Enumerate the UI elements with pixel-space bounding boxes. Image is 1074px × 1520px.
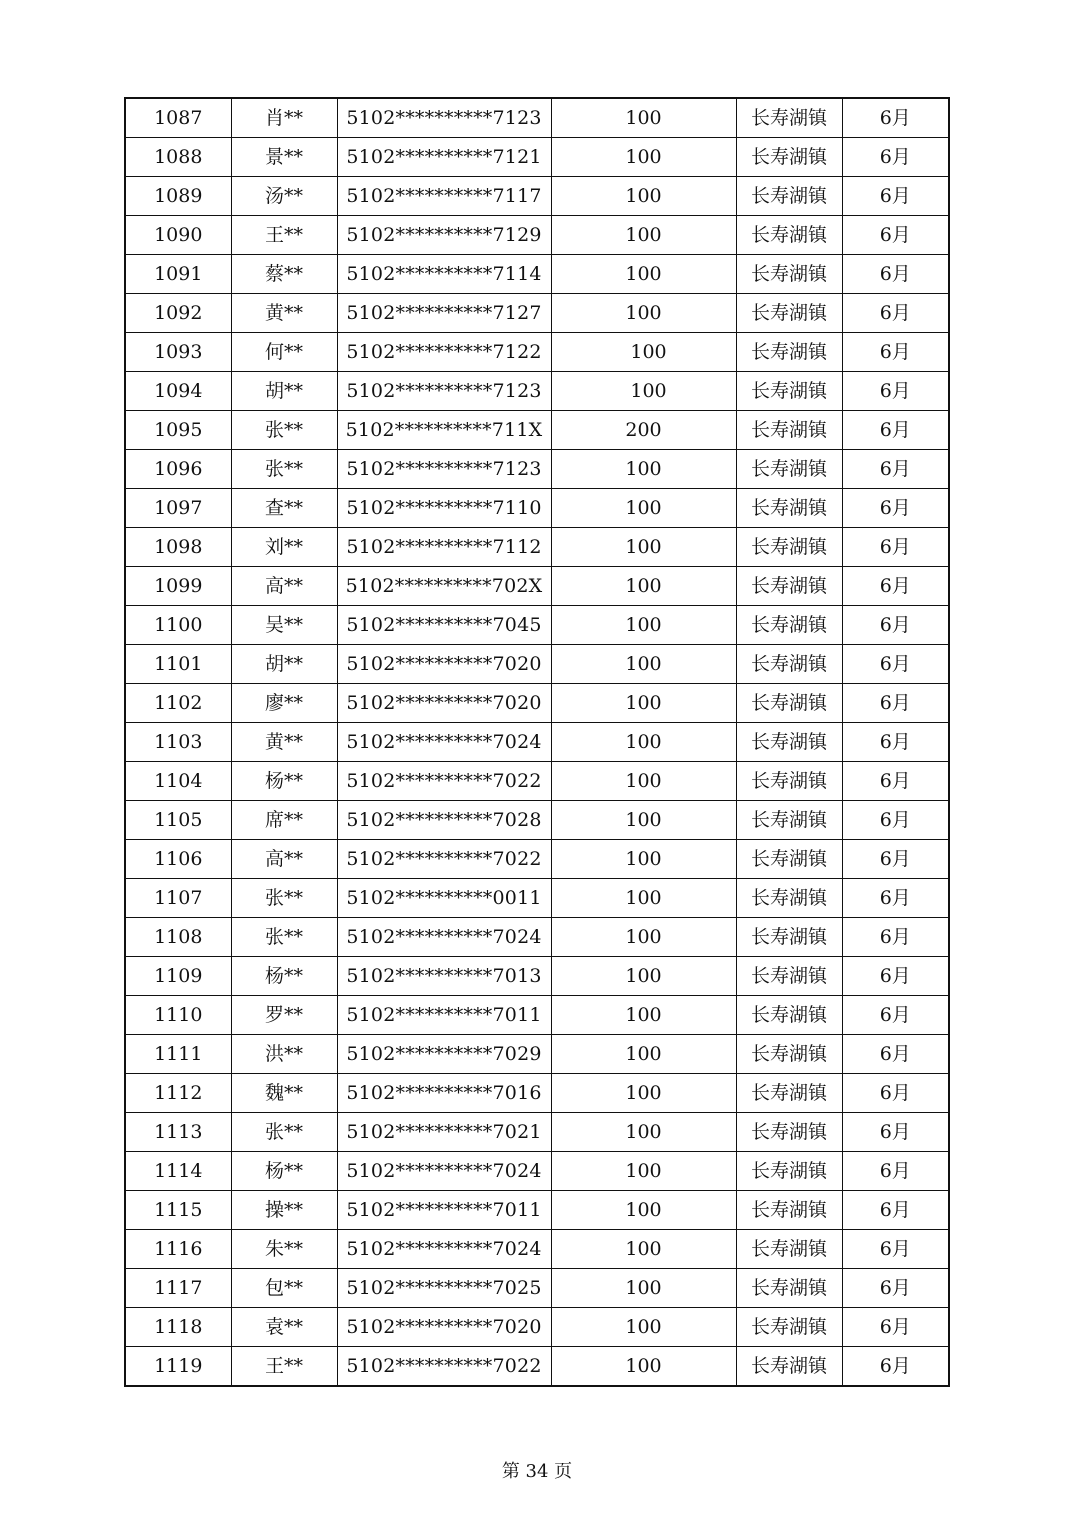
cell-seq-no: 1114 (125, 1152, 231, 1191)
cell-id-number: 5102**********702X (337, 567, 551, 606)
table-row (125, 1074, 949, 1113)
cell-id-number: 5102**********7020 (337, 645, 551, 684)
table-row (125, 840, 949, 879)
table-row (125, 1035, 949, 1074)
cell-amount: 100 (551, 840, 736, 879)
cell-month: 6月 (842, 1269, 949, 1308)
cell-town: 长寿湖镇 (736, 1230, 842, 1269)
table-row (125, 645, 949, 684)
cell-town: 长寿湖镇 (736, 918, 842, 957)
cell-name: 魏** (231, 1074, 337, 1113)
cell-town: 长寿湖镇 (736, 957, 842, 996)
cell-seq-no: 1118 (125, 1308, 231, 1347)
table-row (125, 762, 949, 801)
cell-town: 长寿湖镇 (736, 723, 842, 762)
table-row (125, 996, 949, 1035)
table-row (125, 1230, 949, 1269)
cell-id-number: 5102**********7020 (337, 1308, 551, 1347)
cell-seq-no: 1117 (125, 1269, 231, 1308)
cell-amount: 100 (551, 1113, 736, 1152)
cell-seq-no: 1099 (125, 567, 231, 606)
cell-amount: 100 (551, 879, 736, 918)
cell-seq-no: 1088 (125, 138, 231, 177)
cell-town: 长寿湖镇 (736, 1308, 842, 1347)
table-row (125, 411, 949, 450)
cell-name: 查** (231, 489, 337, 528)
cell-town: 长寿湖镇 (736, 450, 842, 489)
table-row (125, 216, 949, 255)
cell-seq-no: 1095 (125, 411, 231, 450)
cell-town: 长寿湖镇 (736, 1191, 842, 1230)
cell-name: 高** (231, 567, 337, 606)
cell-name: 杨** (231, 957, 337, 996)
cell-amount: 100 (551, 138, 736, 177)
cell-name: 杨** (231, 762, 337, 801)
cell-name: 洪** (231, 1035, 337, 1074)
cell-name: 黄** (231, 723, 337, 762)
cell-id-number: 5102**********7020 (337, 684, 551, 723)
cell-month: 6月 (842, 216, 949, 255)
cell-amount: 100 (551, 177, 736, 216)
cell-seq-no: 1110 (125, 996, 231, 1035)
cell-id-number: 5102**********7121 (337, 138, 551, 177)
cell-name: 高** (231, 840, 337, 879)
cell-seq-no: 1111 (125, 1035, 231, 1074)
cell-id-number: 5102**********7045 (337, 606, 551, 645)
cell-month: 6月 (842, 1191, 949, 1230)
cell-id-number: 5102**********7114 (337, 255, 551, 294)
cell-seq-no: 1108 (125, 918, 231, 957)
cell-name: 蔡** (231, 255, 337, 294)
cell-month: 6月 (842, 1035, 949, 1074)
cell-month: 6月 (842, 489, 949, 528)
cell-month: 6月 (842, 528, 949, 567)
cell-amount: 100 (551, 294, 736, 333)
cell-amount: 100 (551, 684, 736, 723)
cell-town: 长寿湖镇 (736, 1269, 842, 1308)
cell-amount: 100 (551, 1191, 736, 1230)
cell-amount: 100 (551, 567, 736, 606)
table-row (125, 255, 949, 294)
table-row (125, 1269, 949, 1308)
table-row (125, 1308, 949, 1347)
cell-month: 6月 (842, 177, 949, 216)
cell-month: 6月 (842, 801, 949, 840)
cell-name: 胡** (231, 372, 337, 411)
cell-month: 6月 (842, 1230, 949, 1269)
table-row (125, 1347, 949, 1387)
cell-month: 6月 (842, 996, 949, 1035)
cell-town: 长寿湖镇 (736, 138, 842, 177)
cell-month: 6月 (842, 762, 949, 801)
cell-id-number: 5102**********7022 (337, 1347, 551, 1387)
cell-amount: 100 (551, 98, 736, 138)
cell-month: 6月 (842, 450, 949, 489)
cell-amount: 100 (551, 372, 736, 411)
cell-town: 长寿湖镇 (736, 411, 842, 450)
table-row (125, 333, 949, 372)
cell-name: 廖** (231, 684, 337, 723)
cell-id-number: 5102**********7025 (337, 1269, 551, 1308)
cell-seq-no: 1093 (125, 333, 231, 372)
cell-seq-no: 1090 (125, 216, 231, 255)
cell-name: 王** (231, 216, 337, 255)
cell-town: 长寿湖镇 (736, 1152, 842, 1191)
cell-name: 朱** (231, 1230, 337, 1269)
cell-name: 张** (231, 411, 337, 450)
cell-amount: 100 (551, 957, 736, 996)
records-body (125, 98, 949, 1386)
cell-seq-no: 1092 (125, 294, 231, 333)
cell-amount: 100 (551, 1035, 736, 1074)
cell-seq-no: 1112 (125, 1074, 231, 1113)
cell-id-number: 5102**********7024 (337, 918, 551, 957)
cell-town: 长寿湖镇 (736, 294, 842, 333)
cell-amount: 100 (551, 1269, 736, 1308)
cell-amount: 100 (551, 255, 736, 294)
cell-month: 6月 (842, 98, 949, 138)
cell-name: 包** (231, 1269, 337, 1308)
cell-seq-no: 1098 (125, 528, 231, 567)
cell-id-number: 5102**********7011 (337, 1191, 551, 1230)
cell-name: 张** (231, 879, 337, 918)
page-number: 第 34 页 (501, 1461, 573, 1482)
cell-month: 6月 (842, 645, 949, 684)
cell-month: 6月 (842, 879, 949, 918)
cell-town: 长寿湖镇 (736, 98, 842, 138)
cell-seq-no: 1113 (125, 1113, 231, 1152)
cell-name: 胡** (231, 645, 337, 684)
cell-town: 长寿湖镇 (736, 372, 842, 411)
cell-amount: 100 (551, 645, 736, 684)
cell-id-number: 5102**********7016 (337, 1074, 551, 1113)
cell-name: 罗** (231, 996, 337, 1035)
cell-seq-no: 1119 (125, 1347, 231, 1387)
cell-amount: 100 (551, 333, 736, 372)
cell-id-number: 5102**********7123 (337, 372, 551, 411)
table-row (125, 801, 949, 840)
cell-month: 6月 (842, 567, 949, 606)
cell-month: 6月 (842, 840, 949, 879)
cell-seq-no: 1116 (125, 1230, 231, 1269)
cell-amount: 100 (551, 762, 736, 801)
table-row (125, 1152, 949, 1191)
cell-id-number: 5102**********7024 (337, 723, 551, 762)
cell-id-number: 5102**********7029 (337, 1035, 551, 1074)
cell-amount: 200 (551, 411, 736, 450)
cell-name: 席** (231, 801, 337, 840)
cell-name: 何** (231, 333, 337, 372)
table-row (125, 879, 949, 918)
cell-town: 长寿湖镇 (736, 255, 842, 294)
cell-amount: 100 (551, 918, 736, 957)
table-row (125, 957, 949, 996)
table-row (125, 450, 949, 489)
cell-seq-no: 1096 (125, 450, 231, 489)
cell-id-number: 5102**********7028 (337, 801, 551, 840)
cell-amount: 100 (551, 1347, 736, 1387)
cell-id-number: 5102**********7013 (337, 957, 551, 996)
table-row (125, 294, 949, 333)
table-row (125, 723, 949, 762)
cell-name: 张** (231, 1113, 337, 1152)
cell-amount: 100 (551, 801, 736, 840)
cell-town: 长寿湖镇 (736, 1074, 842, 1113)
cell-seq-no: 1100 (125, 606, 231, 645)
table-row (125, 528, 949, 567)
cell-town: 长寿湖镇 (736, 606, 842, 645)
cell-name: 景** (231, 138, 337, 177)
cell-town: 长寿湖镇 (736, 645, 842, 684)
table-row (125, 177, 949, 216)
cell-month: 6月 (842, 255, 949, 294)
cell-month: 6月 (842, 1347, 949, 1387)
cell-id-number: 5102**********7123 (337, 98, 551, 138)
cell-month: 6月 (842, 372, 949, 411)
cell-id-number: 5102**********7011 (337, 996, 551, 1035)
table-row (125, 372, 949, 411)
cell-seq-no: 1102 (125, 684, 231, 723)
cell-month: 6月 (842, 1113, 949, 1152)
table-row (125, 567, 949, 606)
cell-id-number: 5102**********7110 (337, 489, 551, 528)
cell-name: 刘** (231, 528, 337, 567)
cell-id-number: 5102**********7117 (337, 177, 551, 216)
table-row (125, 606, 949, 645)
cell-amount: 100 (551, 606, 736, 645)
table-row (125, 138, 949, 177)
cell-seq-no: 1109 (125, 957, 231, 996)
cell-id-number: 5102**********0011 (337, 879, 551, 918)
cell-seq-no: 1103 (125, 723, 231, 762)
cell-seq-no: 1087 (125, 98, 231, 138)
cell-amount: 100 (551, 1152, 736, 1191)
cell-month: 6月 (842, 411, 949, 450)
cell-town: 长寿湖镇 (736, 684, 842, 723)
cell-amount: 100 (551, 1308, 736, 1347)
cell-town: 长寿湖镇 (736, 801, 842, 840)
cell-name: 张** (231, 918, 337, 957)
cell-id-number: 5102**********7127 (337, 294, 551, 333)
cell-seq-no: 1106 (125, 840, 231, 879)
cell-id-number: 5102**********7024 (337, 1230, 551, 1269)
cell-name: 袁** (231, 1308, 337, 1347)
cell-month: 6月 (842, 918, 949, 957)
cell-amount: 100 (551, 1230, 736, 1269)
cell-town: 长寿湖镇 (736, 177, 842, 216)
cell-town: 长寿湖镇 (736, 996, 842, 1035)
cell-month: 6月 (842, 1074, 949, 1113)
table-row (125, 1191, 949, 1230)
cell-id-number: 5102**********711X (337, 411, 551, 450)
table-row (125, 1113, 949, 1152)
cell-name: 张** (231, 450, 337, 489)
cell-town: 长寿湖镇 (736, 1035, 842, 1074)
cell-id-number: 5102**********7024 (337, 1152, 551, 1191)
cell-id-number: 5102**********7112 (337, 528, 551, 567)
cell-amount: 100 (551, 723, 736, 762)
cell-town: 长寿湖镇 (736, 762, 842, 801)
cell-town: 长寿湖镇 (736, 1113, 842, 1152)
cell-town: 长寿湖镇 (736, 333, 842, 372)
cell-month: 6月 (842, 333, 949, 372)
cell-name: 汤** (231, 177, 337, 216)
cell-seq-no: 1104 (125, 762, 231, 801)
cell-amount: 100 (551, 450, 736, 489)
cell-amount: 100 (551, 1074, 736, 1113)
cell-amount: 100 (551, 489, 736, 528)
cell-seq-no: 1101 (125, 645, 231, 684)
cell-month: 6月 (842, 1308, 949, 1347)
table-row (125, 489, 949, 528)
cell-id-number: 5102**********7129 (337, 216, 551, 255)
records-table (124, 97, 950, 1387)
cell-name: 黄** (231, 294, 337, 333)
cell-seq-no: 1097 (125, 489, 231, 528)
cell-name: 操** (231, 1191, 337, 1230)
cell-town: 长寿湖镇 (736, 216, 842, 255)
cell-seq-no: 1091 (125, 255, 231, 294)
table-row (125, 98, 949, 138)
cell-name: 吴** (231, 606, 337, 645)
cell-seq-no: 1107 (125, 879, 231, 918)
cell-town: 长寿湖镇 (736, 528, 842, 567)
cell-amount: 100 (551, 216, 736, 255)
cell-id-number: 5102**********7123 (337, 450, 551, 489)
cell-month: 6月 (842, 606, 949, 645)
cell-month: 6月 (842, 684, 949, 723)
cell-seq-no: 1089 (125, 177, 231, 216)
cell-town: 长寿湖镇 (736, 489, 842, 528)
cell-id-number: 5102**********7022 (337, 840, 551, 879)
table-row (125, 684, 949, 723)
cell-id-number: 5102**********7022 (337, 762, 551, 801)
table-row (125, 918, 949, 957)
cell-amount: 100 (551, 528, 736, 567)
cell-month: 6月 (842, 723, 949, 762)
cell-name: 王** (231, 1347, 337, 1387)
cell-seq-no: 1105 (125, 801, 231, 840)
cell-month: 6月 (842, 957, 949, 996)
cell-town: 长寿湖镇 (736, 879, 842, 918)
cell-name: 肖** (231, 98, 337, 138)
cell-seq-no: 1115 (125, 1191, 231, 1230)
cell-id-number: 5102**********7021 (337, 1113, 551, 1152)
cell-seq-no: 1094 (125, 372, 231, 411)
cell-town: 长寿湖镇 (736, 1347, 842, 1387)
cell-name: 杨** (231, 1152, 337, 1191)
cell-month: 6月 (842, 138, 949, 177)
cell-month: 6月 (842, 1152, 949, 1191)
cell-town: 长寿湖镇 (736, 567, 842, 606)
cell-town: 长寿湖镇 (736, 840, 842, 879)
cell-month: 6月 (842, 294, 949, 333)
cell-amount: 100 (551, 996, 736, 1035)
cell-id-number: 5102**********7122 (337, 333, 551, 372)
